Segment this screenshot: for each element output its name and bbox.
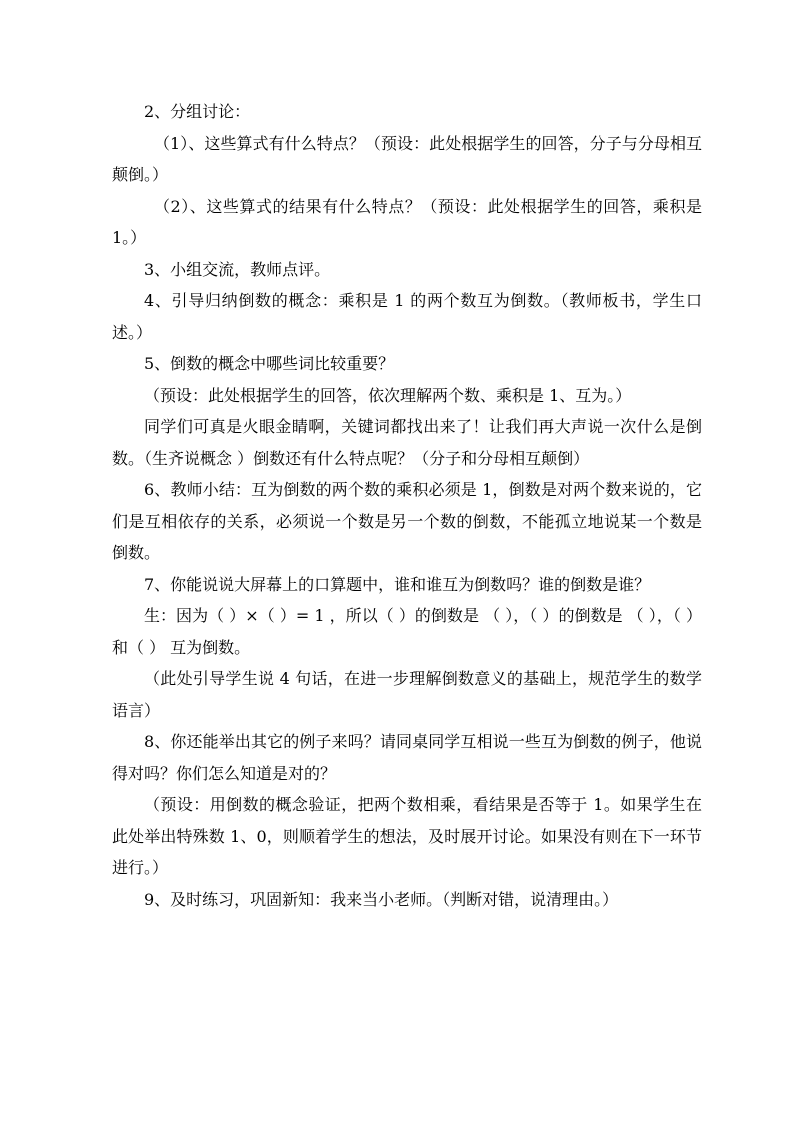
paragraph-student-template: 生：因为（ ）×（ ）= 1 ，所以（ ）的倒数是 （ ），（ ）的倒数是 （ ），（ ） 和（ ） 互为倒数。 <box>112 606 702 657</box>
paragraph-guidance: （此处引导学生说 4 句话，在进一步理解倒数意义的基础上，规范学生的数学语言） <box>112 669 702 720</box>
paragraph-exchange: 3、小组交流，教师点评。 <box>144 259 331 279</box>
document-page <box>112 96 702 915</box>
paragraph-definition: 4、引导归纳倒数的概念：乘积是 1 的两个数互为倒数。（教师板书，学生口述。） <box>112 291 702 342</box>
paragraph-examples-preset: （预设：用倒数的概念验证，把两个数相乘，看结果是否等于 1。如果学生在此处举出特殊数 1、0，则顺着学生的想法，及时展开讨论。如果没有则在下一环节进行。） <box>112 795 702 877</box>
paragraph-screen-question: 7、你能说说大屏幕上的口算题中，谁和谁互为倒数吗？谁的倒数是谁？ <box>144 574 651 594</box>
paragraph-practice: 9、及时练习，巩固新知：我来当小老师。（判断对错，说清理由。） <box>144 889 619 909</box>
paragraph-praise: 同学们可真是火眼金睛啊，关键词都找出来了！让我们再大声说一次什么是倒数。（生齐说概念 ）倒数还有什么特点呢？（分子和分母相互颠倒） <box>112 417 702 468</box>
paragraph-question-2: （2）、这些算式的结果有什么特点？（预设：此处根据学生的回答，乘积是 1。） <box>112 196 702 247</box>
paragraph-keywords-preset: （预设：此处根据学生的回答，依次理解两个数、乘积是 1、互为。） <box>144 385 632 405</box>
paragraph-keywords-question: 5、倒数的概念中哪些词比较重要？ <box>144 354 395 373</box>
paragraph-question-1: （1）、这些算式有什么特点？（预设：此处根据学生的回答，分子与分母相互颠倒。） <box>112 133 702 184</box>
paragraph-group-discussion: 2、分组讨论： <box>144 102 251 121</box>
paragraph-summary: 6、教师小结：互为倒数的两个数的乘积必须是 1，倒数是对两个数来说的，它们是互相依存的关系，必须说一个数是另一个数的倒数，不能孤立地说某一个数是倒数。 <box>112 480 702 562</box>
paragraph-examples-question: 8、你还能举出其它的例子来吗？请同桌同学互相说一些互为倒数的例子，他说得对吗？你们怎么知道是对的？ <box>112 732 702 783</box>
